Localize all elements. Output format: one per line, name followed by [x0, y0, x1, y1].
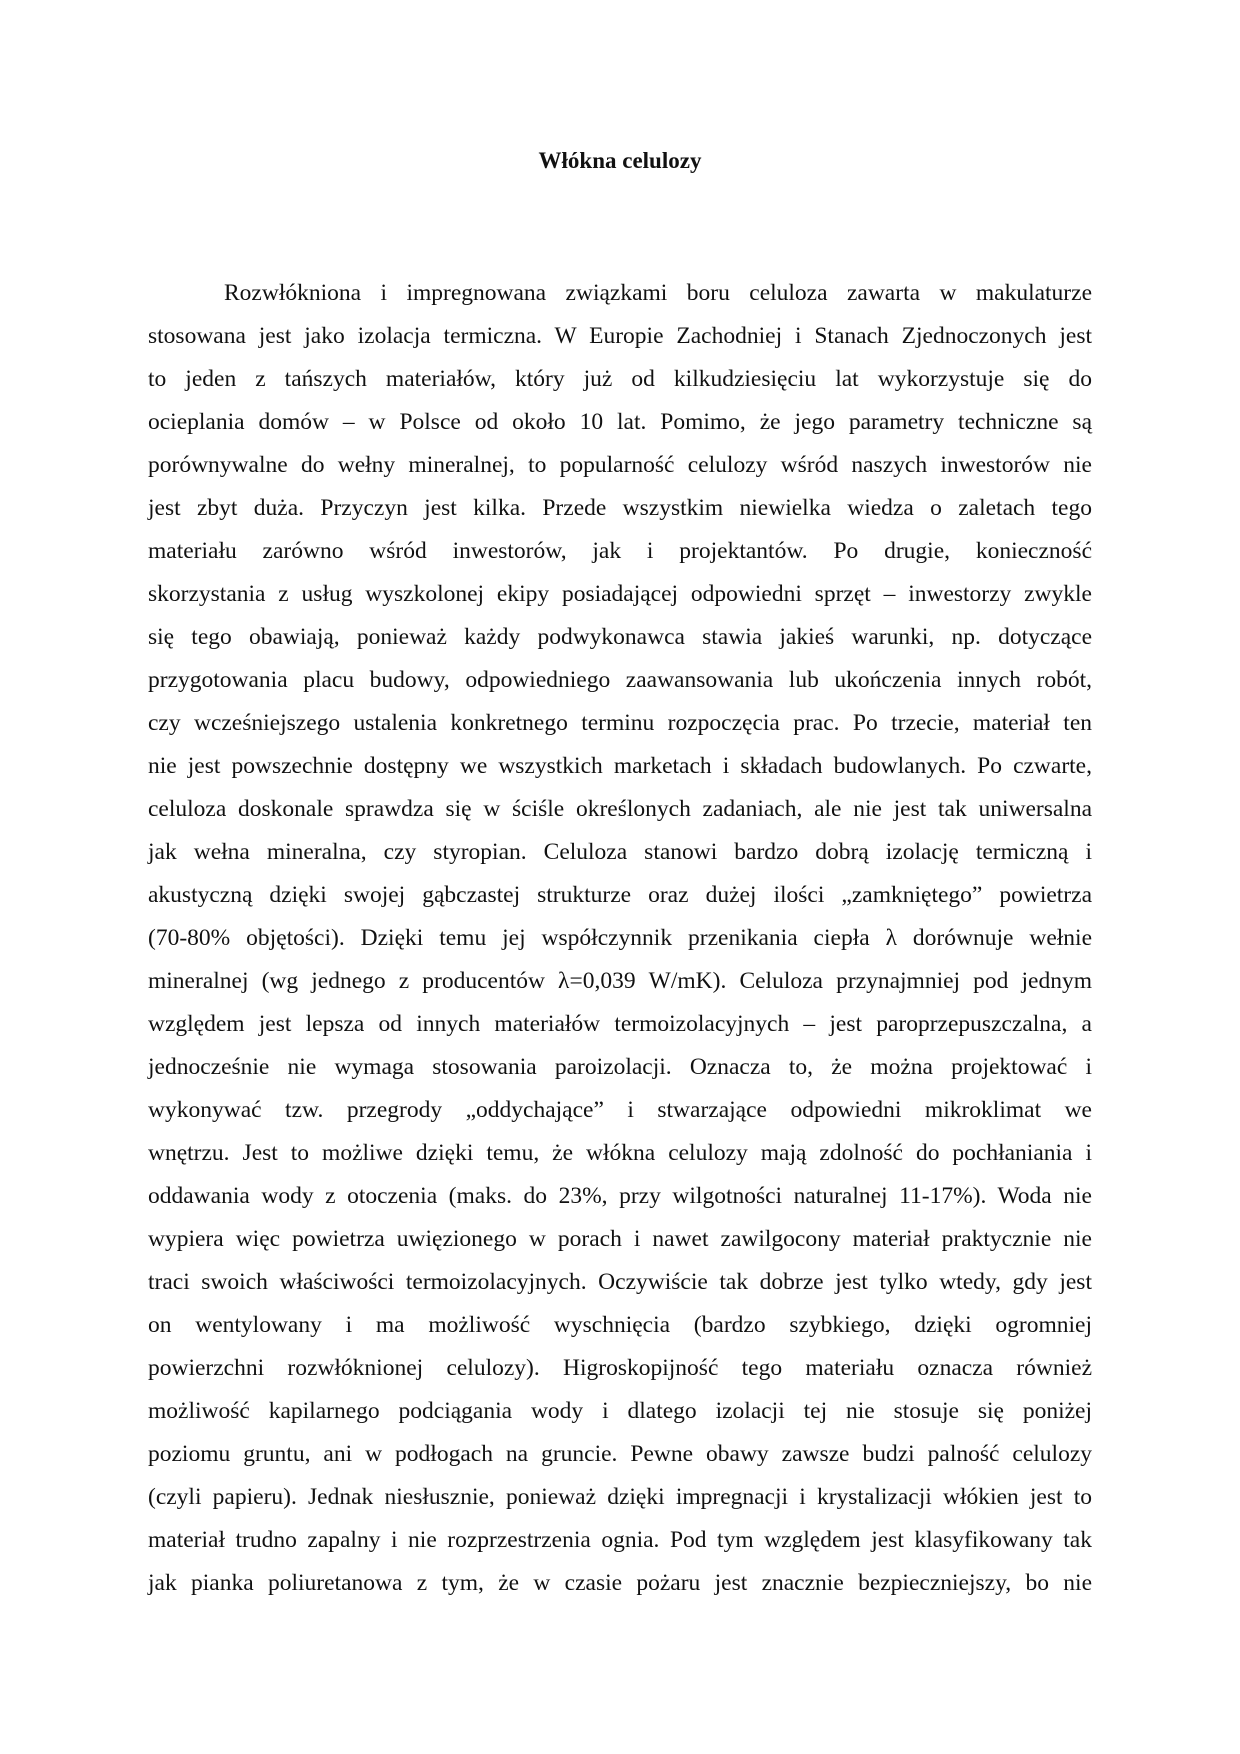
text-line: oddawania wody z otoczenia (maks. do 23%, przy wilgotności naturalnej 11-17%). Woda nie	[148, 1183, 1092, 1209]
text-line: jednocześnie nie wymaga stosowania paroizolacji. Oznacza to, że można projektować i	[148, 1054, 1092, 1080]
text-line: skorzystania z usług wyszkolonej ekipy posiadającej odpowiedni sprzęt – inwestorzy zwykle	[148, 581, 1092, 607]
text-line: (70-80% objętości). Dzięki temu jej współczynnik przenikania ciepła λ dorównuje wełnie	[148, 925, 1092, 951]
text-line: ocieplania domów – w Polsce od około 10 lat. Pomimo, że jego parametry techniczne są	[148, 409, 1092, 435]
document-title: Włókna celulozy	[538, 148, 702, 173]
text-line: to jeden z tańszych materiałów, który już od kilkudziesięciu lat wykorzystuje się do	[148, 366, 1092, 392]
text-line: się tego obawiają, ponieważ każdy podwykonawca stawia jakieś warunki, np. dotyczące	[148, 624, 1092, 650]
text-line: jak wełna mineralna, czy styropian. Celuloza stanowi bardzo dobrą izolację termiczną i	[148, 839, 1092, 865]
text-line: mineralnej (wg jednego z producentów λ=0,039 W/mK). Celuloza przynajmniej pod jednym	[148, 968, 1092, 994]
text-line: możliwość kapilarnego podciągania wody i dlatego izolacji tej nie stosuje się poniżej	[148, 1398, 1092, 1424]
text-line: materiał trudno zapalny i nie rozprzestrzenia ognia. Pod tym względem jest klasyfikowany tak	[148, 1527, 1092, 1553]
text-line: traci swoich właściwości termoizolacyjnych. Oczywiście tak dobrze jest tylko wtedy, gdy jest	[148, 1269, 1092, 1295]
text-line: wnętrzu. Jest to możliwe dzięki temu, że włókna celulozy mają zdolność do pochłaniania i	[148, 1140, 1092, 1166]
text-line: jest zbyt duża. Przyczyn jest kilka. Przede wszystkim niewielka wiedza o zaletach tego	[148, 495, 1092, 521]
text-line: porównywalne do wełny mineralnej, to popularność celulozy wśród naszych inwestorów nie	[148, 452, 1092, 478]
text-line: powierzchni rozwłóknionej celulozy). Higroskopijność tego materiału oznacza również	[148, 1355, 1092, 1381]
text-line: materiału zarówno wśród inwestorów, jak i projektantów. Po drugie, konieczność	[148, 538, 1092, 564]
text-line: poziomu gruntu, ani w podłogach na gruncie. Pewne obawy zawsze budzi palność celulozy	[148, 1441, 1092, 1467]
text-line: nie jest powszechnie dostępny we wszystkich marketach i składach budowlanych. Po czwarte,	[148, 753, 1092, 779]
text-line: wypiera więc powietrza uwięzionego w porach i nawet zawilgocony materiał praktycznie nie	[148, 1226, 1092, 1252]
text-line: akustyczną dzięki swojej gąbczastej strukturze oraz dużej ilości „zamkniętego” powietrza	[148, 882, 1092, 908]
document-body	[148, 272, 1092, 1605]
text-line: (czyli papieru). Jednak niesłusznie, ponieważ dzięki impregnacji i krystalizacji włókien jest to	[148, 1484, 1092, 1510]
text-line: wykonywać tzw. przegrody „oddychające” i stwarzające odpowiedni mikroklimat we	[148, 1097, 1092, 1123]
text-line: celuloza doskonale sprawdza się w ściśle określonych zadaniach, ale nie jest tak uniwersalna	[148, 796, 1092, 822]
text-line: przygotowania placu budowy, odpowiedniego zaawansowania lub ukończenia innych robót,	[148, 667, 1092, 693]
text-line: czy wcześniejszego ustalenia konkretnego terminu rozpoczęcia prac. Po trzecie, materiał ten	[148, 710, 1092, 736]
text-line: jak pianka poliuretanowa z tym, że w czasie pożaru jest znacznie bezpieczniejszy, bo nie	[148, 1570, 1092, 1596]
text-line: względem jest lepsza od innych materiałów termoizolacyjnych – jest paroprzepuszczalna, a	[148, 1011, 1092, 1037]
text-line: Rozwłókniona i impregnowana związkami boru celuloza zawarta w makulaturze	[224, 280, 1092, 306]
text-line: on wentylowany i ma możliwość wyschnięcia (bardzo szybkiego, dzięki ogromniej	[148, 1312, 1092, 1338]
text-line: stosowana jest jako izolacja termiczna. W Europie Zachodniej i Stanach Zjednoczonych jest	[148, 323, 1092, 349]
